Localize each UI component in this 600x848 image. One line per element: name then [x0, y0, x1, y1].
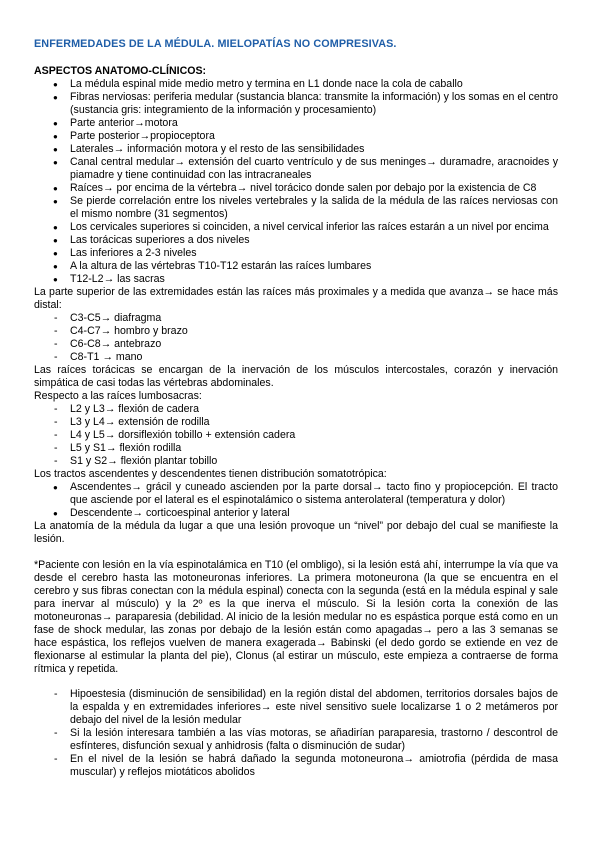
paragraph-extremities: La parte superior de las extremidades están las raíces más proximales y a medida que avanza→ se hace más distal:: [34, 286, 558, 311]
list-item: - S1 y S2→ flexión plantar tobillo: [34, 455, 558, 468]
page-title: ENFERMEDADES DE LA MÉDULA. MIELOPATÍAS NO COMPRESIVAS.: [34, 38, 397, 50]
list-item: - L5 y S1→ flexión rodilla: [34, 442, 558, 455]
list-item: ● La médula espinal mide medio metro y termina en L1 donde nace la cola de caballo: [34, 78, 558, 91]
list-item: ● Las torácicas superiores a dos niveles: [34, 234, 558, 247]
list-item: ● Se pierde correlación entre los niveles vertebrales y la salida de la médula de las raíces nerviosas con el mismo nombre (31 segmentos): [34, 195, 558, 221]
list-item: ● Los cervicales superiores si coinciden, a nivel cervical inferior las raíces estarán a un nivel por encima: [34, 221, 558, 234]
paragraph-tracts: Los tractos ascendentes y descendentes tienen distribución somatotrópica:: [34, 468, 387, 480]
list-item: - En el nivel de la lesión se habrá dañado la segunda motoneurona→ amiotrofia (pérdida de masa muscular) y reflejos miotáticos abolidos: [34, 753, 558, 779]
list-item: - Si la lesión interesara también a las vías motoras, se añadirían paraparesia, trastorno / descontrol de esfínteres, disfunción sexual y anhidrosis (falta o disminución de sudar): [34, 727, 558, 753]
list-item: - C8-T1 → mano: [34, 351, 558, 364]
list-item: ● A la altura de las vértebras T10-T12 estarán las raíces lumbares: [34, 260, 558, 273]
spacer: [34, 546, 558, 559]
list-item: ● Ascendentes→ grácil y cuneado ascienden por la parte dorsal→ tacto fino y propiocepción. El tracto que asciende por el lateral es el espinotalámico o sistema anterolateral (temperatura y dolor): [34, 481, 558, 507]
cervical-roots-list: [34, 312, 558, 364]
tracts-bullet-list: [34, 481, 558, 520]
list-item: - C3-C5→ diafragma: [34, 312, 558, 325]
paragraph-level: La anatomía de la médula da lugar a que una lesión provoque un “nivel” por debajo del cual se manifieste la lesión.: [34, 520, 558, 545]
list-item: ● Laterales→ información motora y el resto de las sensibilidades: [34, 143, 558, 156]
list-item: - L4 y L5→ dorsiflexión tobillo + extensión cadera: [34, 429, 558, 442]
spacer: [34, 676, 558, 688]
list-item: ● Descendente→ corticoespinal anterior y lateral: [34, 507, 558, 520]
list-item: ● Raíces→ por encima de la vértebra→ nivel torácico donde salen por debajo por la existencia de C8: [34, 182, 558, 195]
anatomy-bullet-list: [34, 78, 558, 286]
clinical-findings-list: [34, 688, 558, 779]
list-item: - C6-C8→ antebrazo: [34, 338, 558, 351]
paragraph-patient-case: *Paciente con lesión en la vía espinotalámica en T10 (el ombligo), si la lesión está ahí, interrumpe la vía que va desde el cerebro hasta las motoneuronas inferiores. La primera motoneurona (la que se encuentra en el cerebro y sus fibras conectan con la médula espinal) conecta con la segunda (está en la médula espinal y sale para inervar al músculo) y la 2º es la que inerva el músculo. Si la lesión corta la conexión de las motoneuronas→ paraparesia (debilidad. Al inicio de la lesión medular no es espástica porque está como en un fase de shock medular, las zonas por debajo de la lesión están como apagadas→ pero a las 3 semanas se hace espástica, los reflejos vuelven de manera exagerada→ Babinski (el dedo gordo se extiende en vez de flexionarse al estimular la planta del pie), Clonus (al estirar un músculo, este empieza a contraerse de forma rítmica y repetida.: [34, 559, 558, 675]
list-item: - C4-C7→ hombro y brazo: [34, 325, 558, 338]
list-item: - L2 y L3→ flexión de cadera: [34, 403, 558, 416]
lumbosacral-roots-list: [34, 403, 558, 468]
paragraph-thoracic: Las raíces torácicas se encargan de la inervación de los músculos intercostales, corazón y inervación simpática de casi todas las vértebras abdominales.: [34, 364, 558, 389]
paragraph-lumbosacral: Respecto a las raíces lumbosacras:: [34, 390, 202, 402]
list-item: ● Las inferiores a 2-3 niveles: [34, 247, 558, 260]
list-item: - Hipoestesia (disminución de sensibilidad) en la región distal del abdomen, territorios dorsales bajos de la espalda y en extremidades inferiores→ este nivel sensitivo suele localizarse 1 o 2 metámeros por debajo del nivel de la lesión medular: [34, 688, 558, 727]
list-item: - L3 y L4→ extensión de rodilla: [34, 416, 558, 429]
list-item: ● Parte anterior→motora: [34, 117, 558, 130]
list-item: ● Canal central medular→ extensión del cuarto ventrículo y de sus meninges→ duramadre, aracnoides y piamadre y tiene continuidad con las intracraneales: [34, 156, 558, 182]
list-item: ● Fibras nerviosas: periferia medular (sustancia blanca: transmite la información) y los somas en el centro (sustancia gris: integramiento de la información y procesamiento): [34, 91, 558, 117]
section-heading: ASPECTOS ANATOMO-CLÍNICOS:: [34, 65, 207, 77]
list-item: ● T12-L2→ las sacras: [34, 273, 558, 286]
list-item: ● Parte posterior→propioceptora: [34, 130, 558, 143]
